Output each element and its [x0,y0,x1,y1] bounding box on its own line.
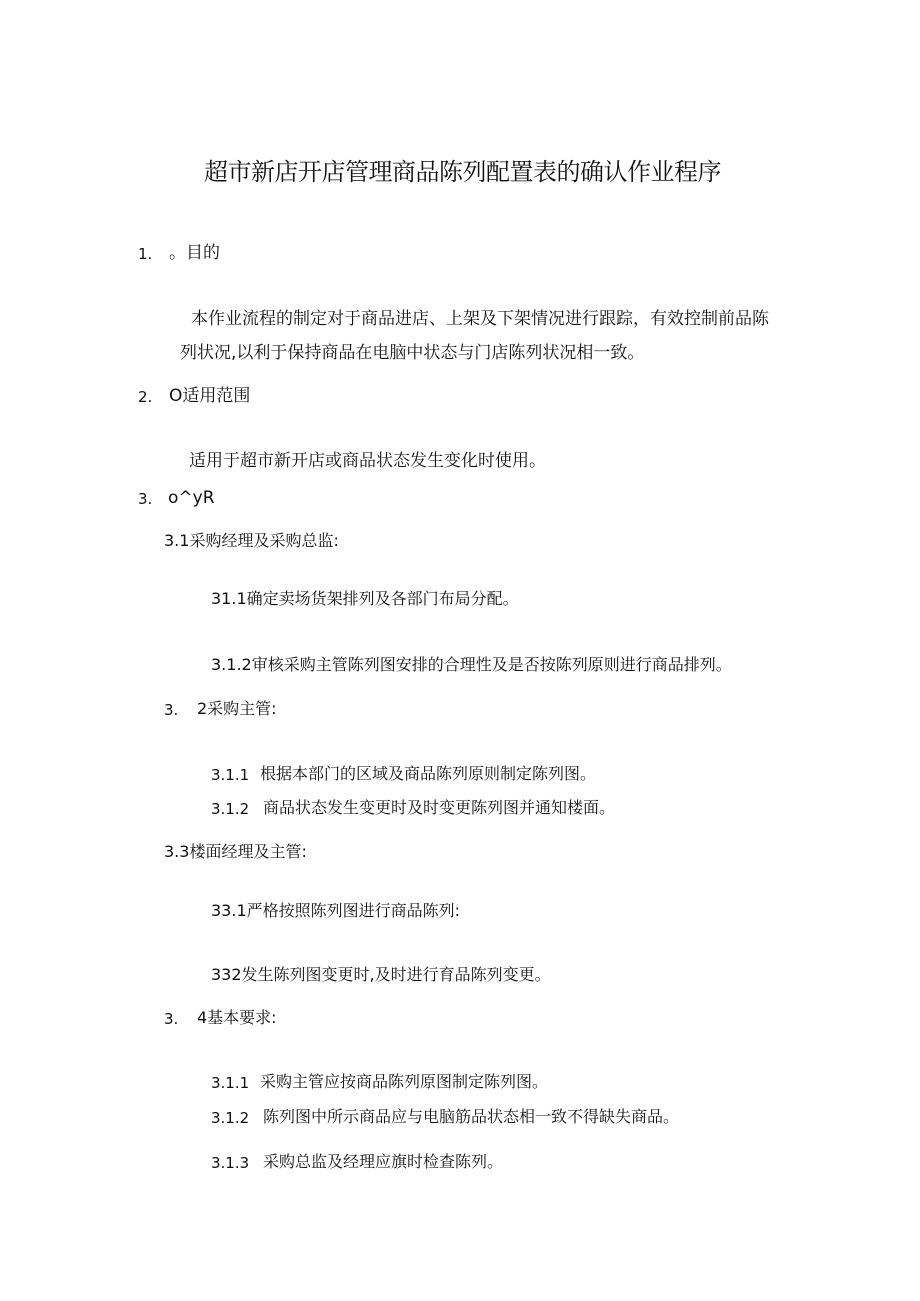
subsection-3-4-item-3-text: 采购总监及经理应旗时检查陈列。 [263,1152,504,1171]
section-1-paragraph-line-1: 本作业流程的制定对于商品进店、上架及下架情况进行跟踪，有效控制前品陈 [191,309,769,329]
subsection-3-4-item-3-number: 3.1.3 [211,1154,250,1172]
section-2-heading: O适用范围 [169,386,251,406]
subsection-3-3-item-1: 33.1严格按照陈列图进行商品陈列: [211,901,461,920]
subsection-3-4-item-2-text: 陈列图中所示商品应与电脑筋品状态相一致不得缺失商品。 [263,1107,680,1126]
subsection-3-2-heading: 2采购主管: [197,699,277,718]
subsection-3-2-number: 3. [164,701,179,719]
document-title: 超市新店开店管理商品陈列配置表的确认作业程序 [204,158,721,186]
section-3-number: 3. [138,490,153,508]
subsection-3-2-item-1-text: 根据本部门的区域及商品陈列原则制定陈列图。 [260,764,597,783]
section-1-paragraph-line-2: 列状况,以利于保持商品在电脑中状态与门店陈列状况相一致。 [180,343,645,363]
subsection-3-1-item-1: 31.1确定卖场货架排列及各部门布局分配。 [211,589,519,608]
section-1-heading: 。目的 [169,243,220,263]
section-2-paragraph: 适用于超市新开店或商品状态发生变化时使用。 [189,451,546,471]
section-3-heading: o^yR [168,488,215,508]
subsection-3-1-item-2: 3.1.2审核采购主管陈列图安排的合理性及是否按陈列原则进行商品排列。 [211,655,732,674]
subsection-3-4-item-1-text: 采购主管应按商品陈列原图制定陈列图。 [260,1072,549,1091]
subsection-3-3-item-2: 332发生陈列图变更时,及时进行育品陈列变更。 [211,965,551,984]
subsection-3-2-item-2-number: 3.1.2 [211,800,250,818]
subsection-3-2-item-2-text: 商品状态发生变更时及时变更陈列图并通知楼面。 [263,798,616,817]
subsection-3-4-heading: 4基本要求: [197,1008,277,1027]
subsection-3-4-item-1-number: 3.1.1 [211,1074,250,1092]
subsection-3-3-heading: 3.3楼面经理及主管: [164,842,307,861]
section-2-number: 2. [138,388,153,406]
subsection-3-1-heading: 3.1采购经理及采购总监: [164,531,339,550]
subsection-3-4-number: 3. [164,1010,179,1028]
section-1-number: 1. [138,245,153,263]
subsection-3-4-item-2-number: 3.1.2 [211,1109,250,1127]
subsection-3-2-item-1-number: 3.1.1 [211,766,250,784]
